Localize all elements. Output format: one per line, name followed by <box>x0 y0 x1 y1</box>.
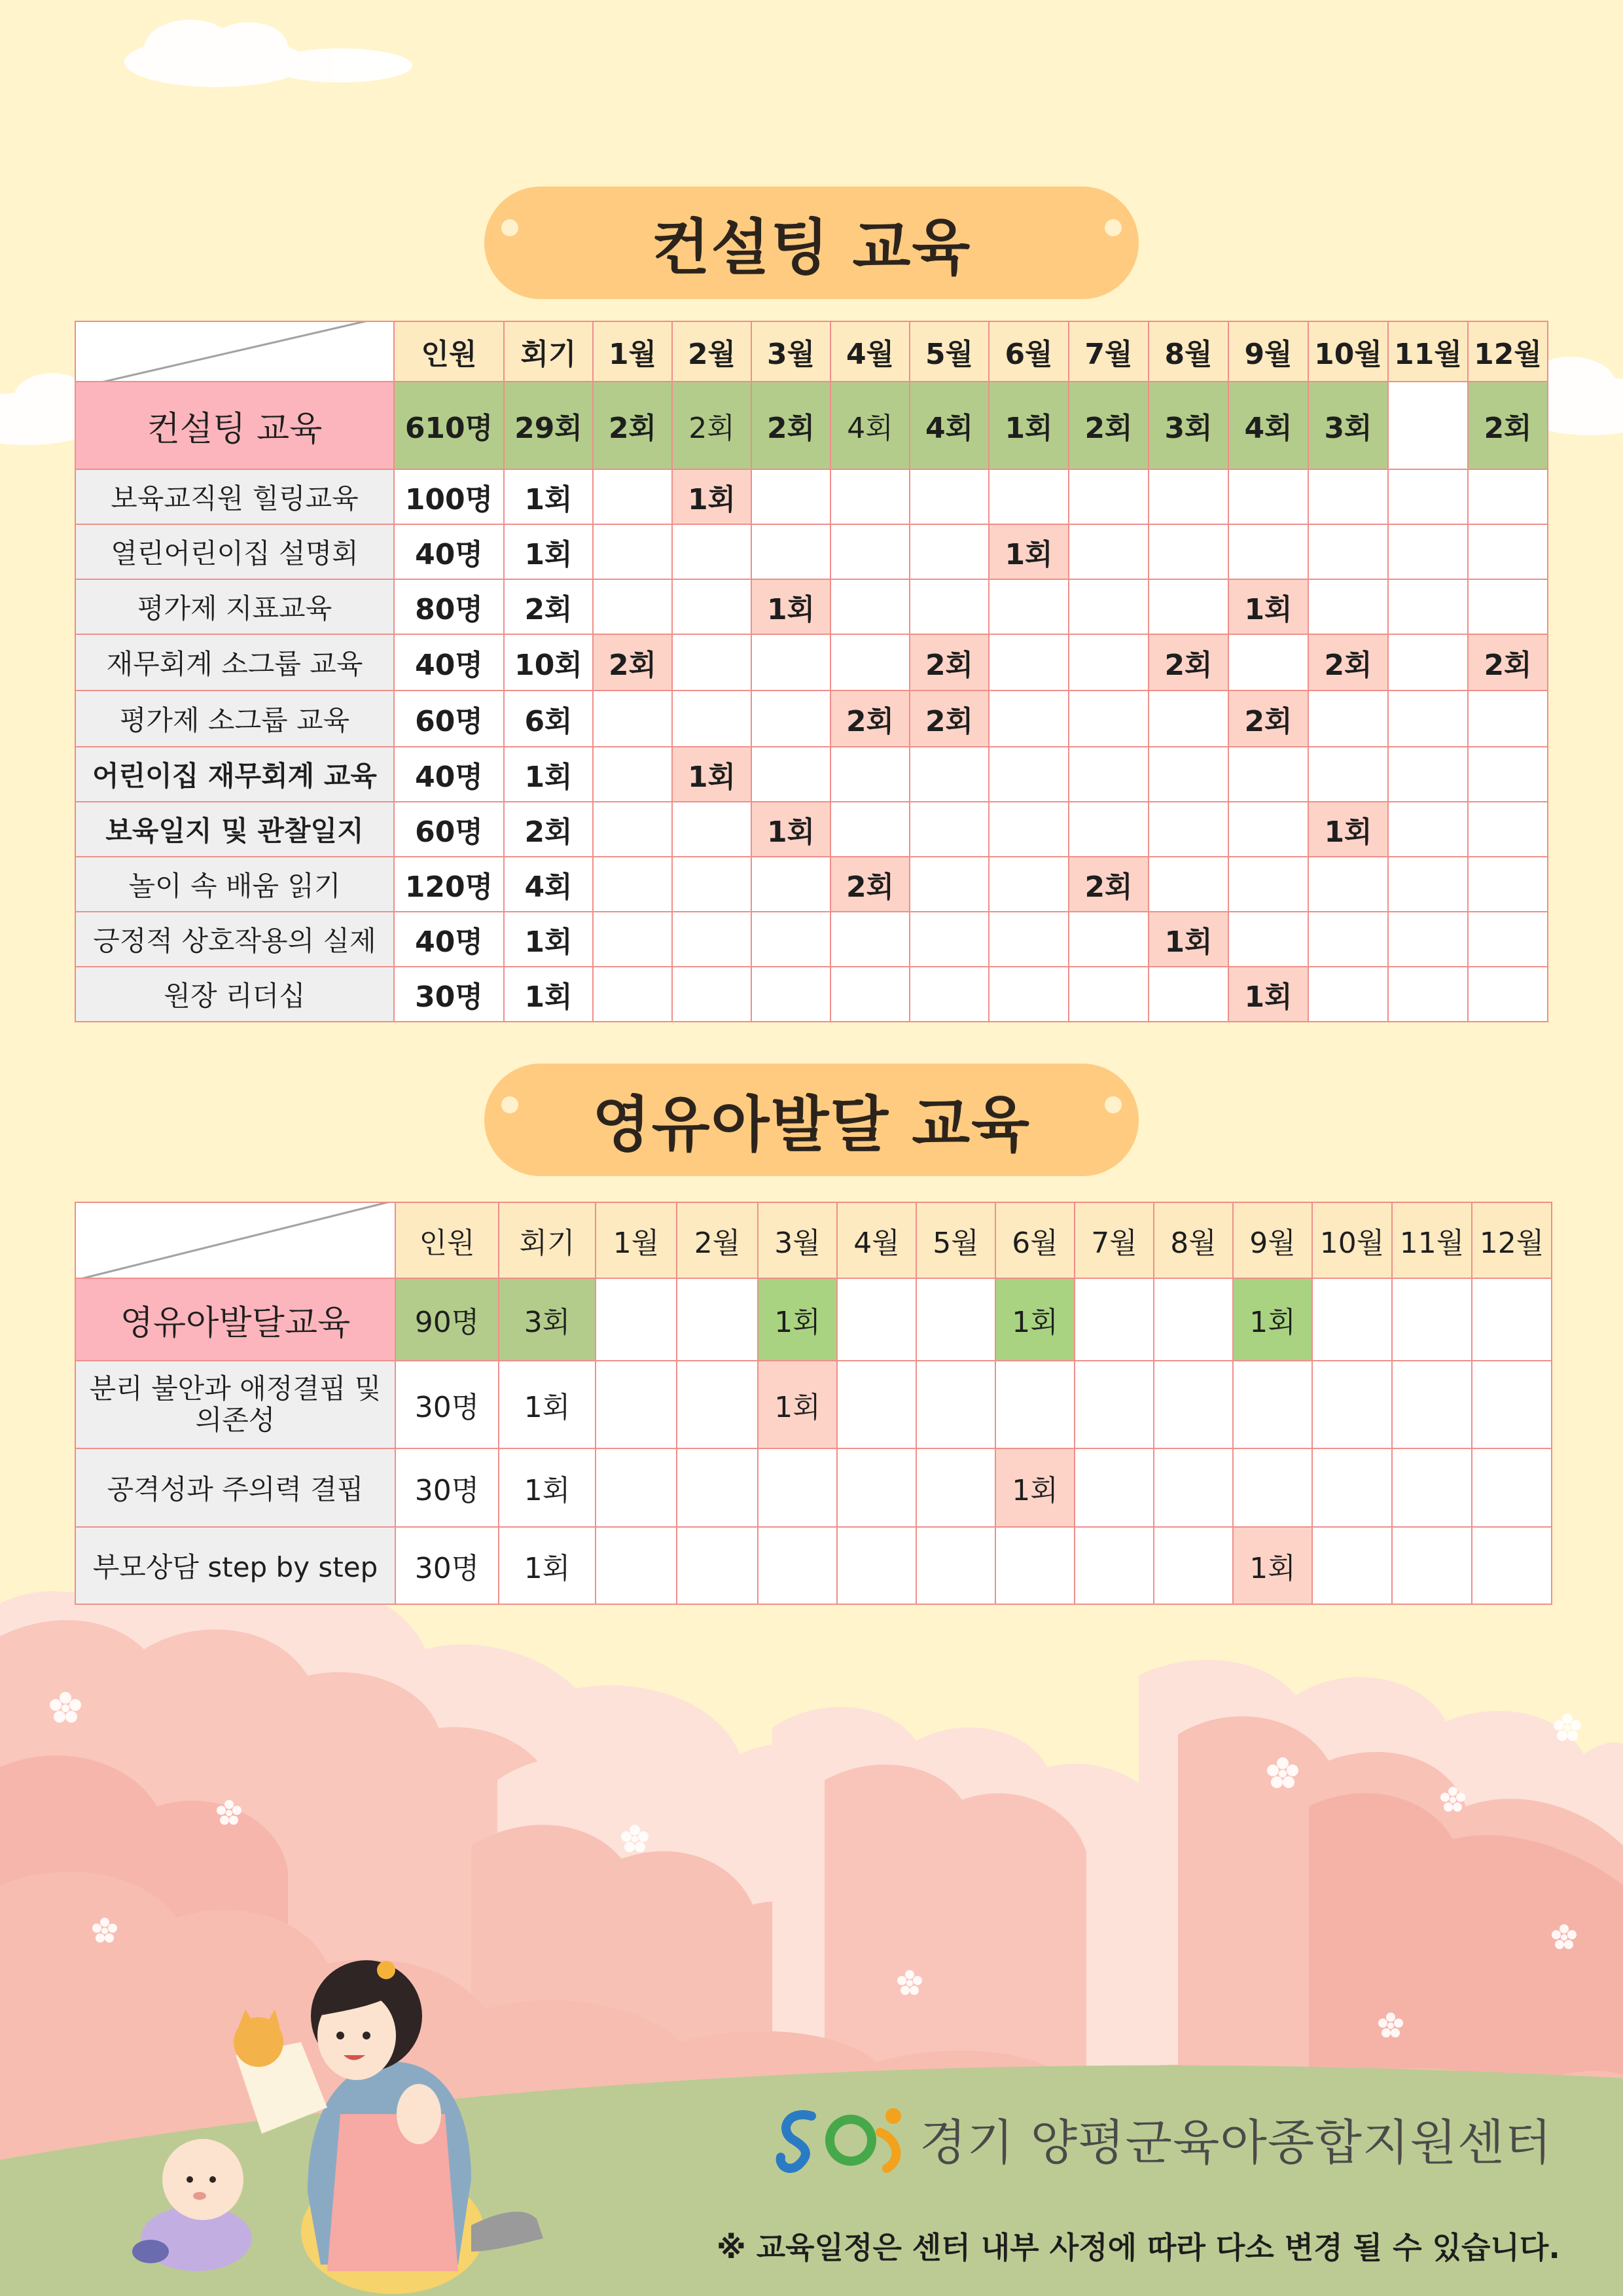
month-cell <box>1149 802 1228 857</box>
summary-sessions: 29회 <box>504 382 593 469</box>
program-name: 어린이집 재무회계 교육 <box>75 747 394 802</box>
month-cell <box>989 747 1069 802</box>
month-cell <box>1233 1448 1312 1527</box>
summary-month-cell: 1회 <box>989 382 1069 469</box>
month-cell: 1회 <box>751 802 830 857</box>
month-cell <box>830 579 910 634</box>
month-cell <box>989 967 1069 1022</box>
table-row <box>75 469 1548 524</box>
summary-month-cell: 4회 <box>910 382 989 469</box>
month-cell <box>989 469 1069 524</box>
program-sessions: 2회 <box>504 802 593 857</box>
program-people: 100명 <box>394 469 504 524</box>
column-header: 9월 <box>1228 321 1308 382</box>
month-cell: 2회 <box>830 857 910 912</box>
program-sessions: 1회 <box>499 1527 596 1604</box>
summary-sessions: 3회 <box>499 1278 596 1361</box>
month-cell <box>837 1527 916 1604</box>
month-cell <box>910 747 989 802</box>
summary-people: 610명 <box>394 382 504 469</box>
month-cell <box>593 524 672 579</box>
summary-label: 영유아발달교육 <box>75 1278 395 1361</box>
month-cell: 1회 <box>1233 1527 1312 1604</box>
month-cell: 2회 <box>1468 634 1548 691</box>
program-name: 평가제 소그룹 교육 <box>75 691 394 747</box>
month-cell <box>1233 1361 1312 1448</box>
month-cell <box>910 967 989 1022</box>
program-name: 놀이 속 배움 읽기 <box>75 857 394 912</box>
month-cell <box>830 967 910 1022</box>
month-cell <box>1149 691 1228 747</box>
column-header: 1월 <box>596 1202 677 1278</box>
month-cell <box>1308 469 1388 524</box>
program-sessions: 1회 <box>499 1448 596 1527</box>
month-cell <box>1069 524 1149 579</box>
program-people: 80명 <box>394 579 504 634</box>
program-name: 열린어린이집 설명회 <box>75 524 394 579</box>
month-cell <box>677 1527 758 1604</box>
month-cell <box>672 634 751 691</box>
month-cell: 1회 <box>1149 912 1228 967</box>
summary-month-cell <box>1312 1278 1392 1361</box>
month-cell <box>1228 469 1308 524</box>
month-cell <box>830 912 910 967</box>
center-logo-icon <box>776 2100 913 2178</box>
month-cell <box>1388 857 1468 912</box>
month-cell <box>1388 967 1468 1022</box>
summary-month-cell <box>1472 1278 1552 1361</box>
program-sessions: 4회 <box>504 857 593 912</box>
column-header: 2월 <box>672 321 751 382</box>
program-sessions: 10회 <box>504 634 593 691</box>
month-cell <box>916 1448 995 1527</box>
summary-month-cell: 4회 <box>830 382 910 469</box>
month-cell <box>1468 579 1548 634</box>
program-sessions: 1회 <box>504 967 593 1022</box>
cloud-icon <box>124 20 412 87</box>
month-cell <box>830 747 910 802</box>
column-header: 회기 <box>504 321 593 382</box>
program-people: 40명 <box>394 747 504 802</box>
month-cell <box>751 634 830 691</box>
month-cell <box>1069 579 1149 634</box>
month-cell <box>751 967 830 1022</box>
consulting-schedule-table <box>75 321 1548 1022</box>
month-cell <box>1154 1448 1233 1527</box>
month-cell <box>758 1448 837 1527</box>
column-header: 11월 <box>1392 1202 1472 1278</box>
month-cell <box>596 1527 677 1604</box>
month-cell <box>1228 857 1308 912</box>
banner-dot-decoration <box>501 219 518 236</box>
month-cell <box>751 469 830 524</box>
table-header-row <box>75 1202 1552 1278</box>
month-cell <box>672 802 751 857</box>
column-header: 3월 <box>751 321 830 382</box>
month-cell <box>1228 524 1308 579</box>
program-sessions: 2회 <box>504 579 593 634</box>
month-cell: 1회 <box>672 469 751 524</box>
program-people: 60명 <box>394 691 504 747</box>
column-header: 6월 <box>989 321 1069 382</box>
banner-dot-decoration <box>1105 1096 1122 1113</box>
column-header: 12월 <box>1472 1202 1552 1278</box>
month-cell: 1회 <box>1308 802 1388 857</box>
month-cell <box>1468 747 1548 802</box>
summary-month-cell: 3회 <box>1149 382 1228 469</box>
month-cell <box>830 634 910 691</box>
month-cell <box>593 579 672 634</box>
month-cell <box>1472 1527 1552 1604</box>
table-row <box>75 579 1548 634</box>
month-cell <box>672 691 751 747</box>
month-cell <box>1069 802 1149 857</box>
month-cell <box>1388 634 1468 691</box>
column-header: 2월 <box>677 1202 758 1278</box>
month-cell <box>910 802 989 857</box>
month-cell <box>989 912 1069 967</box>
month-cell: 1회 <box>995 1448 1075 1527</box>
month-cell <box>1069 691 1149 747</box>
month-cell <box>1149 579 1228 634</box>
summary-month-cell <box>677 1278 758 1361</box>
program-sessions: 6회 <box>504 691 593 747</box>
month-cell: 1회 <box>989 524 1069 579</box>
month-cell <box>596 1361 677 1448</box>
schedule-change-notice: ※ 교육일정은 센터 내부 사정에 따라 다소 변경 될 수 있습니다. <box>717 2230 1560 2265</box>
month-cell <box>1069 912 1149 967</box>
program-sessions: 1회 <box>504 524 593 579</box>
table-row <box>75 967 1548 1022</box>
month-cell <box>751 747 830 802</box>
month-cell: 2회 <box>830 691 910 747</box>
month-cell <box>1468 524 1548 579</box>
month-cell: 2회 <box>910 691 989 747</box>
month-cell <box>751 912 830 967</box>
month-cell <box>672 524 751 579</box>
month-cell <box>1392 1448 1472 1527</box>
table-row <box>75 691 1548 747</box>
table-row <box>75 802 1548 857</box>
summary-month-cell <box>596 1278 677 1361</box>
program-name: 원장 리더십 <box>75 967 394 1022</box>
summary-month-cell <box>1075 1278 1154 1361</box>
month-cell: 1회 <box>672 747 751 802</box>
month-cell: 2회 <box>910 634 989 691</box>
summary-month-cell <box>1154 1278 1233 1361</box>
month-cell <box>995 1361 1075 1448</box>
program-people: 40명 <box>394 634 504 691</box>
month-cell <box>910 524 989 579</box>
month-cell <box>672 912 751 967</box>
column-header: 인원 <box>395 1202 499 1278</box>
program-name: 긍정적 상호작용의 실제 <box>75 912 394 967</box>
program-name: 공격성과 주의력 결핍 <box>75 1448 395 1527</box>
month-cell <box>1468 967 1548 1022</box>
month-cell: 2회 <box>1149 634 1228 691</box>
month-cell <box>830 469 910 524</box>
month-cell <box>989 802 1069 857</box>
month-cell <box>1149 857 1228 912</box>
summary-month-cell: 1회 <box>1233 1278 1312 1361</box>
month-cell <box>672 857 751 912</box>
summary-month-cell: 1회 <box>758 1278 837 1361</box>
table-row <box>75 747 1548 802</box>
month-cell <box>1228 802 1308 857</box>
column-header: 8월 <box>1149 321 1228 382</box>
month-cell <box>1154 1527 1233 1604</box>
program-people: 40명 <box>394 912 504 967</box>
month-cell <box>593 747 672 802</box>
program-people: 30명 <box>395 1448 499 1527</box>
summary-month-cell <box>837 1278 916 1361</box>
center-logo <box>776 2100 1552 2178</box>
program-sessions: 1회 <box>504 912 593 967</box>
summary-month-cell: 3회 <box>1308 382 1388 469</box>
month-cell <box>1388 747 1468 802</box>
program-people: 30명 <box>394 967 504 1022</box>
month-cell <box>1075 1527 1154 1604</box>
month-cell <box>672 579 751 634</box>
month-cell: 2회 <box>1228 691 1308 747</box>
corner-cell <box>75 321 394 382</box>
program-name: 부모상담 step by step <box>75 1527 395 1604</box>
table-row <box>75 524 1548 579</box>
column-header: 8월 <box>1154 1202 1233 1278</box>
banner-dot-decoration <box>1105 219 1122 236</box>
month-cell <box>751 524 830 579</box>
summary-month-cell <box>916 1278 995 1361</box>
month-cell <box>1308 912 1388 967</box>
table-row <box>75 912 1548 967</box>
month-cell <box>1154 1361 1233 1448</box>
column-header: 11월 <box>1388 321 1468 382</box>
month-cell <box>751 691 830 747</box>
program-people: 30명 <box>395 1527 499 1604</box>
month-cell <box>1392 1361 1472 1448</box>
month-cell <box>1468 857 1548 912</box>
consulting-title: 컨설팅 교육 <box>651 212 972 283</box>
column-header: 12월 <box>1468 321 1548 382</box>
column-header: 10월 <box>1312 1202 1392 1278</box>
month-cell <box>1468 912 1548 967</box>
month-cell <box>1308 747 1388 802</box>
program-people: 40명 <box>394 524 504 579</box>
month-cell <box>910 857 989 912</box>
consulting-title-banner <box>484 187 1139 299</box>
month-cell <box>1312 1448 1392 1527</box>
program-people: 120명 <box>394 857 504 912</box>
column-header: 회기 <box>499 1202 596 1278</box>
month-cell <box>1472 1361 1552 1448</box>
summary-month-cell: 2회 <box>593 382 672 469</box>
month-cell <box>1388 469 1468 524</box>
month-cell <box>1069 469 1149 524</box>
summary-month-cell: 4회 <box>1228 382 1308 469</box>
summary-month-cell: 2회 <box>1468 382 1548 469</box>
month-cell <box>758 1527 837 1604</box>
program-sessions: 1회 <box>504 469 593 524</box>
month-cell <box>677 1361 758 1448</box>
program-people: 30명 <box>395 1361 499 1448</box>
column-header: 인원 <box>394 321 504 382</box>
month-cell <box>1308 524 1388 579</box>
month-cell: 1회 <box>751 579 830 634</box>
month-cell: 1회 <box>1228 579 1308 634</box>
month-cell <box>1308 967 1388 1022</box>
column-header: 7월 <box>1069 321 1149 382</box>
month-cell <box>1075 1361 1154 1448</box>
month-cell <box>1149 524 1228 579</box>
month-cell <box>830 524 910 579</box>
program-name: 평가제 지표교육 <box>75 579 394 634</box>
month-cell <box>593 802 672 857</box>
column-header: 6월 <box>995 1202 1075 1278</box>
summary-people: 90명 <box>395 1278 499 1361</box>
month-cell <box>1308 857 1388 912</box>
table-row <box>75 1448 1552 1527</box>
month-cell <box>989 634 1069 691</box>
month-cell <box>1069 967 1149 1022</box>
infant-schedule-table <box>75 1202 1552 1605</box>
table-header-row <box>75 321 1548 382</box>
month-cell <box>593 469 672 524</box>
month-cell <box>837 1448 916 1527</box>
program-name: 보육일지 및 관찰일지 <box>75 802 394 857</box>
infant-title: 영유아발달 교육 <box>592 1089 1031 1160</box>
column-header: 4월 <box>830 321 910 382</box>
column-header: 7월 <box>1075 1202 1154 1278</box>
month-cell <box>1312 1361 1392 1448</box>
month-cell <box>1388 802 1468 857</box>
program-name: 재무회계 소그룹 교육 <box>75 634 394 691</box>
month-cell <box>837 1361 916 1448</box>
month-cell <box>1388 524 1468 579</box>
summary-month-cell <box>1392 1278 1472 1361</box>
org-name: 경기 양평군육아종합지원센터 <box>919 2115 1552 2171</box>
month-cell <box>830 802 910 857</box>
program-name: 분리 불안과 애정결핍 및 의존성 <box>75 1361 395 1448</box>
month-cell <box>1069 747 1149 802</box>
month-cell <box>910 912 989 967</box>
month-cell <box>593 691 672 747</box>
summary-month-cell: 2회 <box>672 382 751 469</box>
banner-dot-decoration <box>501 1096 518 1113</box>
column-header: 3월 <box>758 1202 837 1278</box>
month-cell <box>1468 469 1548 524</box>
month-cell <box>989 579 1069 634</box>
month-cell: 1회 <box>1228 967 1308 1022</box>
month-cell <box>672 967 751 1022</box>
month-cell <box>1308 579 1388 634</box>
month-cell <box>1308 691 1388 747</box>
program-sessions: 1회 <box>499 1361 596 1448</box>
summary-row <box>75 1278 1552 1361</box>
table-row <box>75 1527 1552 1604</box>
month-cell <box>910 469 989 524</box>
month-cell <box>1388 912 1468 967</box>
summary-month-cell: 2회 <box>1069 382 1149 469</box>
program-name: 보육교직원 힐링교육 <box>75 469 394 524</box>
column-header: 10월 <box>1308 321 1388 382</box>
month-cell <box>989 691 1069 747</box>
summary-month-cell: 1회 <box>995 1278 1075 1361</box>
month-cell <box>593 857 672 912</box>
month-cell <box>1312 1527 1392 1604</box>
month-cell <box>916 1361 995 1448</box>
month-cell <box>751 857 830 912</box>
column-header: 4월 <box>837 1202 916 1278</box>
month-cell <box>995 1527 1075 1604</box>
month-cell <box>1472 1448 1552 1527</box>
column-header: 1월 <box>593 321 672 382</box>
summary-label: 컨설팅 교육 <box>75 382 394 469</box>
month-cell <box>1228 634 1308 691</box>
month-cell <box>596 1448 677 1527</box>
month-cell: 2회 <box>593 634 672 691</box>
table-row <box>75 857 1548 912</box>
month-cell <box>1392 1527 1472 1604</box>
program-sessions: 1회 <box>504 747 593 802</box>
month-cell <box>1228 912 1308 967</box>
column-header: 9월 <box>1233 1202 1312 1278</box>
summary-month-cell: 2회 <box>751 382 830 469</box>
month-cell <box>1228 747 1308 802</box>
month-cell <box>1149 747 1228 802</box>
month-cell <box>1388 691 1468 747</box>
corner-cell <box>75 1202 395 1278</box>
month-cell <box>1468 691 1548 747</box>
summary-row <box>75 382 1548 469</box>
month-cell <box>1149 469 1228 524</box>
month-cell <box>1149 967 1228 1022</box>
month-cell: 2회 <box>1308 634 1388 691</box>
month-cell <box>593 967 672 1022</box>
month-cell: 2회 <box>1069 857 1149 912</box>
infant-title-banner <box>484 1064 1139 1176</box>
column-header: 5월 <box>910 321 989 382</box>
month-cell <box>989 857 1069 912</box>
column-header: 5월 <box>916 1202 995 1278</box>
month-cell <box>1468 802 1548 857</box>
month-cell <box>1069 634 1149 691</box>
month-cell <box>677 1448 758 1527</box>
month-cell <box>916 1527 995 1604</box>
table-row <box>75 634 1548 691</box>
month-cell: 1회 <box>758 1361 837 1448</box>
table-row <box>75 1361 1552 1448</box>
month-cell <box>910 579 989 634</box>
month-cell <box>593 912 672 967</box>
month-cell <box>1075 1448 1154 1527</box>
summary-month-cell <box>1388 382 1468 469</box>
program-people: 60명 <box>394 802 504 857</box>
month-cell <box>1388 579 1468 634</box>
